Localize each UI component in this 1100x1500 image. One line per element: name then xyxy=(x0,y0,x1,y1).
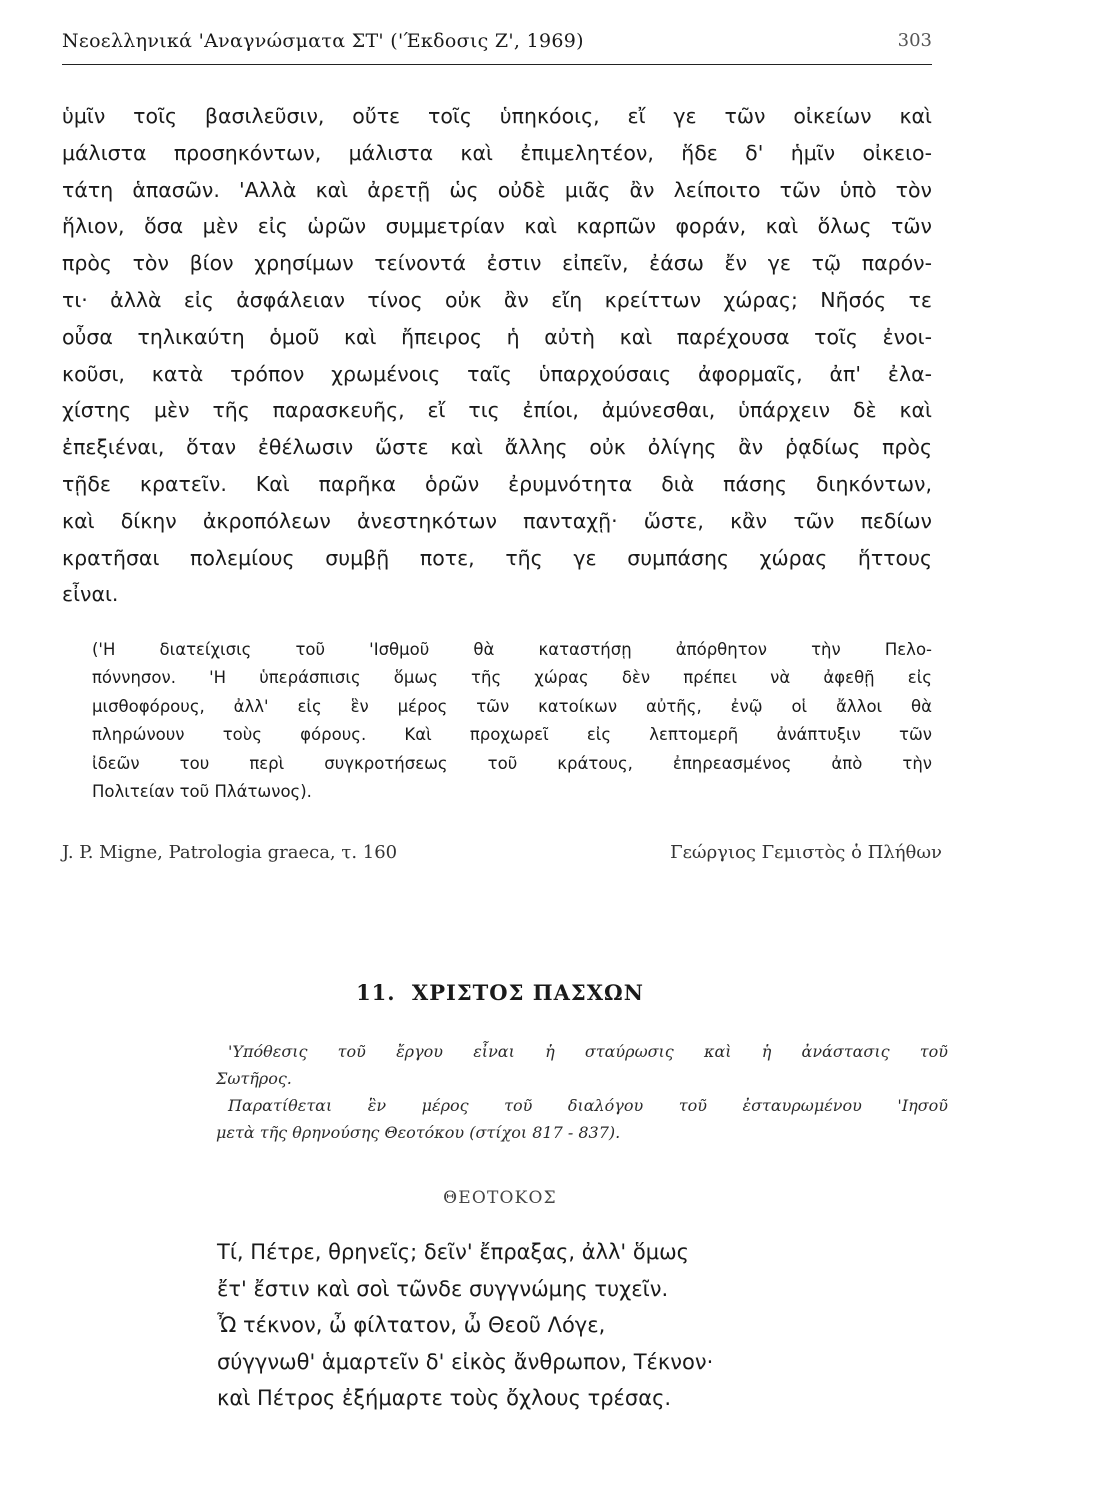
body-line: ἥλιον, ὅσα μὲν εἰς ὡρῶν συμμετρίαν καὶ καρπῶν φοράν, καὶ ὅλως τῶν xyxy=(62,214,932,239)
verse-line: καὶ Πέτρος ἐξήμαρτε τοὺς ὄχλους τρέσας. xyxy=(217,1386,672,1410)
verse-line: ἔτ' ἔστιν καὶ σοὶ τῶνδε συγγνώμης τυχεῖν. xyxy=(217,1276,669,1301)
summary-line: μισθοφόρους, ἀλλ' εἰς ἓν μέρος τῶν κατοίκων αὐτῆς, ἐνῷ οἱ ἄλλοι θὰ xyxy=(92,696,932,716)
body-line: χίστης μὲν τῆς παρασκευῆς, εἴ τις ἐπίοι, ἀμύνεσθαι, ὑπάρχειν δὲ καὶ xyxy=(62,398,932,423)
body-line: τῇδε κρατεῖν. Καὶ παρῆκα ὁρῶν ἐρυμνότητα διὰ πάσης διηκόντων, xyxy=(62,471,932,496)
header-rule xyxy=(62,64,932,65)
intro-line: μετὰ τῆς θρηνούσης Θεοτόκου (στίχοι 817 - 837). xyxy=(216,1123,621,1142)
body-line: εἶναι. xyxy=(62,582,119,607)
body-line: ἐπεξιέναι, ὅταν ἐθέλωσιν ὥστε καὶ ἄλλης οὐκ ὀλίγης ἂν ῥᾳδίως πρὸς xyxy=(62,435,932,460)
verse-line: σύγγνωθ' ἁμαρτεῖν δ' εἰκὸς ἄνθρωπον, Τέκνον· xyxy=(217,1349,714,1374)
summary-line: ἰδεῶν του περὶ συγκροτήσεως τοῦ κράτους, ἐπηρεασμένος ἀπὸ τὴν xyxy=(92,753,932,773)
body-line: πρὸς τὸν βίον χρησίμων τείνοντά ἐστιν εἰπεῖν, ἐάσω ἔν γε τῷ παρόν- xyxy=(62,251,932,276)
speaker-name: ΘΕΟΤΟΚΟΣ xyxy=(443,1188,557,1208)
intro-line: Σωτῆρος. xyxy=(216,1069,292,1088)
body-line: μάλιστα προσηκόντων, μάλιστα καὶ ἐπιμελητέον, ἥδε δ' ἡμῖν οἰκειο- xyxy=(62,140,932,165)
source-author: Γεώργιος Γεμιστὸς ὁ Πλήθων xyxy=(670,842,942,863)
section-heading xyxy=(0,980,1000,1005)
body-line: τάτη ἁπασῶν. 'Αλλὰ καὶ ἀρετῇ ὡς οὐδὲ μιᾶς ἂν λείποιτο τῶν ὑπὸ τὸν xyxy=(62,177,932,202)
verse-line: Τί, Πέτρε, θρηνεῖς; δεῖν' ἔπραξας, ἀλλ' ὅμως xyxy=(217,1240,689,1264)
summary-line: πληρώνουν τοὺς φόρους. Καὶ προχωρεῖ εἰς λεπτομερῆ ἀνάπτυξιν τῶν xyxy=(92,725,932,745)
body-line: καὶ δίκην ἀκροπόλεων ἀνεστηκότων πανταχῇ· ὥστε, κἂν τῶν πεδίων xyxy=(62,508,932,533)
source-reference: J. P. Migne, Patrologia graeca, τ. 160 xyxy=(62,842,398,863)
body-line: κρατῆσαι πολεμίους συμβῇ ποτε, τῆς γε συμπάσης χώρας ἥττους xyxy=(62,545,932,570)
body-line: κοῦσι, κατὰ τρόπον χρωμένοις ταῖς ὑπαρχούσαις ἀφορμαῖς, ἀπ' ἐλα- xyxy=(62,361,932,386)
section-title: ΧΡΙΣΤΟΣ ΠΑΣΧΩΝ xyxy=(411,980,644,1005)
body-line: ὑμῖν τοῖς βασιλεῦσιν, οὔτε τοῖς ὑπηκόοις, εἴ γε τῶν οἰκείων καὶ xyxy=(62,104,932,128)
body-line: οὖσα τηλικαύτη ὁμοῦ καὶ ἤπειρος ἡ αὐτὴ καὶ παρέχουσα τοῖς ἐνοι- xyxy=(62,324,932,349)
summary-line: Πολιτείαν τοῦ Πλάτωνος). xyxy=(92,782,312,802)
summary-line: πόννησον. 'Η ὑπεράσπισις ὅμως τῆς χώρας δὲν πρέπει νὰ ἀφεθῇ εἰς xyxy=(92,668,932,688)
page-number: 303 xyxy=(897,30,932,51)
intro-line: Παρατίθεται ἓν μέρος τοῦ διαλόγου τοῦ ἐσταυρωμένου 'Ιησοῦ xyxy=(228,1096,948,1115)
intro-line: 'Υπόθεσις τοῦ ἔργου εἶναι ἡ σταύρωσις καὶ ἡ ἀνάστασις τοῦ xyxy=(228,1042,948,1061)
summary-note xyxy=(92,636,932,806)
running-header xyxy=(62,30,932,60)
body-paragraph xyxy=(62,98,932,613)
verse-block xyxy=(217,1234,917,1417)
header-title: Νεοελληνικά 'Αναγνώσματα ΣΤ' ('Έκδοσις Ζ', 1969) xyxy=(62,30,584,52)
verse-line: Ὦ τέκνον, ὦ φίλτατον, ὦ Θεοῦ Λόγε, xyxy=(217,1313,606,1337)
summary-line: ('Η διατείχισις τοῦ 'Ισθμοῦ θὰ καταστήσῃ ἀπόρθητον τὴν Πελο- xyxy=(92,640,932,659)
section-number: 11. xyxy=(356,980,396,1005)
body-line: τι· ἀλλὰ εἰς ἀσφάλειαν τίνος οὐκ ἂν εἴη κρείττων χώρας; Νῆσός τε xyxy=(62,287,932,312)
source-attribution xyxy=(62,842,942,874)
section-intro xyxy=(216,1038,948,1146)
